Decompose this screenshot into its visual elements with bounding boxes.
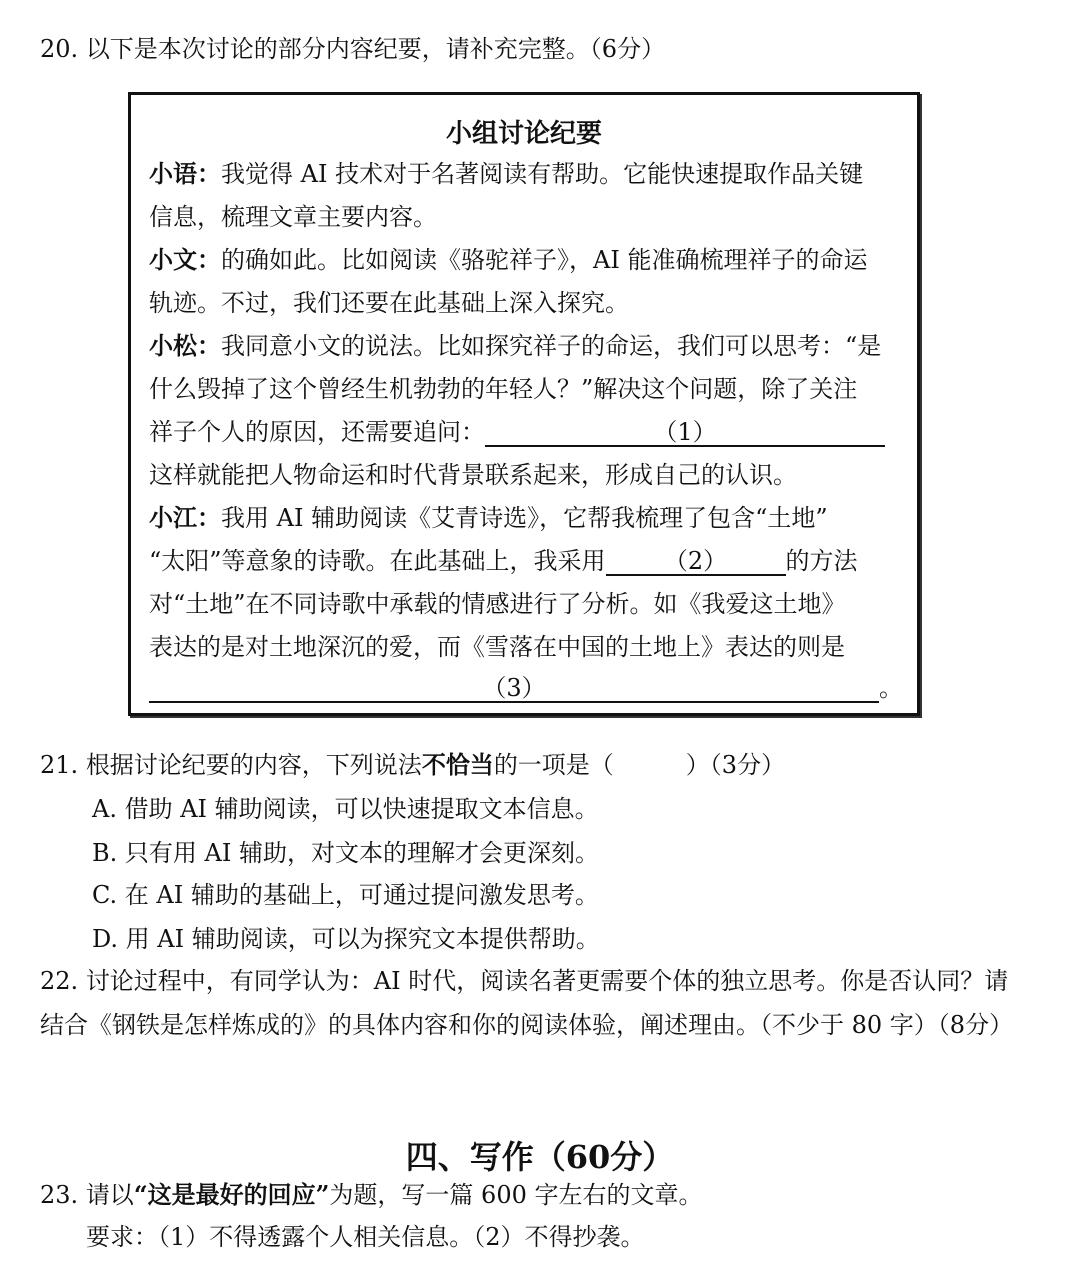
option-b[interactable]: B. 只有用 AI 辅助，对文本的理解才会更深刻。 xyxy=(92,839,599,867)
xiaojiang-line-5 xyxy=(149,673,903,703)
question-text: 为题，写一篇 600 字左右的文章。 xyxy=(329,1181,703,1209)
question-22-line-1 xyxy=(40,966,1008,996)
speech-text: 的方法 xyxy=(785,547,858,575)
xiaowen-line-2: 轨迹。不过，我们还要在此基础上深入探究。 xyxy=(149,289,629,317)
option-a[interactable]: A. 借助 AI 辅助阅读，可以快速提取文本信息。 xyxy=(92,795,599,823)
answer-blank-2[interactable]: （2） xyxy=(606,548,786,576)
speech-text: 我同意小文的说法。比如探究祥子的命运，我们可以思考：“是 xyxy=(221,332,882,360)
speaker-label: 小松： xyxy=(149,331,221,360)
question-text: 讨论过程中，有同学认为：AI 时代，阅读名著更需要个体的独立思考。你是否认同？请 xyxy=(85,967,1009,995)
speaker-label: 小语： xyxy=(149,159,221,188)
question-text: 的一项是（ ）（3分） xyxy=(493,751,786,779)
option-d[interactable]: D. 用 AI 辅助阅读，可以为探究文本提供帮助。 xyxy=(92,925,600,953)
question-number: 21. xyxy=(40,751,79,779)
essay-requirements: 要求：（1）不得透露个人相关信息。（2）不得抄袭。 xyxy=(86,1223,645,1251)
question-21 xyxy=(40,750,785,780)
xiaosong-line-3 xyxy=(149,417,885,447)
question-text: 请以 xyxy=(85,1181,134,1209)
question-22-line-2: 结合《钢铁是怎样炼成的》的具体内容和你的阅读体验，阐述理由。（不少于 80 字）（8分） xyxy=(40,1011,1014,1039)
speech-text: 祥子个人的原因，还需要追问： xyxy=(149,418,485,446)
question-number: 20. xyxy=(40,35,79,63)
speech-text: “太阳”等意象的诗歌。在此基础上，我采用 xyxy=(149,547,606,575)
answer-blank-3[interactable]: （3） xyxy=(149,675,879,703)
question-emphasis: 不恰当 xyxy=(421,750,494,779)
xiaosong-line-4: 这样就能把人物命运和时代背景联系起来，形成自己的认识。 xyxy=(149,461,797,489)
answer-blank-1[interactable]: （1） xyxy=(485,419,885,447)
question-23 xyxy=(40,1180,703,1210)
essay-title: “这是最好的回应” xyxy=(133,1180,330,1209)
xiaojiang-line-1 xyxy=(149,503,828,533)
speaker-label: 小江： xyxy=(149,503,221,532)
speech-text: 的确如此。比如阅读《骆驼祥子》，AI 能准确梳理祥子的命运 xyxy=(221,246,868,274)
xiaoyu-line-2: 信息，梳理文章主要内容。 xyxy=(149,203,437,231)
question-20 xyxy=(40,34,665,64)
xiaosong-line-1 xyxy=(149,331,881,361)
section-heading-writing: 四、写作（60分） xyxy=(405,1138,675,1176)
xiaojiang-line-3: 对“土地”在不同诗歌中承载的情感进行了分析。如《我爱这土地》 xyxy=(149,590,846,618)
xiaoyu-line-1 xyxy=(149,159,863,189)
speech-text: 。 xyxy=(879,674,903,702)
xiaosong-line-2: 什么毁掉了这个曾经生机勃勃的年轻人？”解决这个问题，除了关注 xyxy=(149,375,858,403)
xiaowen-line-1 xyxy=(149,245,867,275)
discussion-summary-box xyxy=(128,92,920,716)
speech-text: 我觉得 AI 技术对于名著阅读有帮助。它能快速提取作品关键 xyxy=(221,160,864,188)
question-number: 22. xyxy=(40,967,79,995)
question-text: 以下是本次讨论的部分内容纪要，请补充完整。（6分） xyxy=(85,35,666,63)
xiaojiang-line-2 xyxy=(149,546,858,576)
speaker-label: 小文： xyxy=(149,245,221,274)
question-number: 23. xyxy=(40,1181,79,1209)
box-title: 小组讨论纪要 xyxy=(445,119,602,149)
option-c[interactable]: C. 在 AI 辅助的基础上，可通过提问激发思考。 xyxy=(92,881,599,909)
xiaojiang-line-4: 表达的是对土地深沉的爱，而《雪落在中国的土地上》表达的则是 xyxy=(149,633,845,661)
question-text: 根据讨论纪要的内容，下列说法 xyxy=(85,751,422,779)
speech-text: 我用 AI 辅助阅读《艾青诗选》，它帮我梳理了包含“土地” xyxy=(221,504,828,532)
